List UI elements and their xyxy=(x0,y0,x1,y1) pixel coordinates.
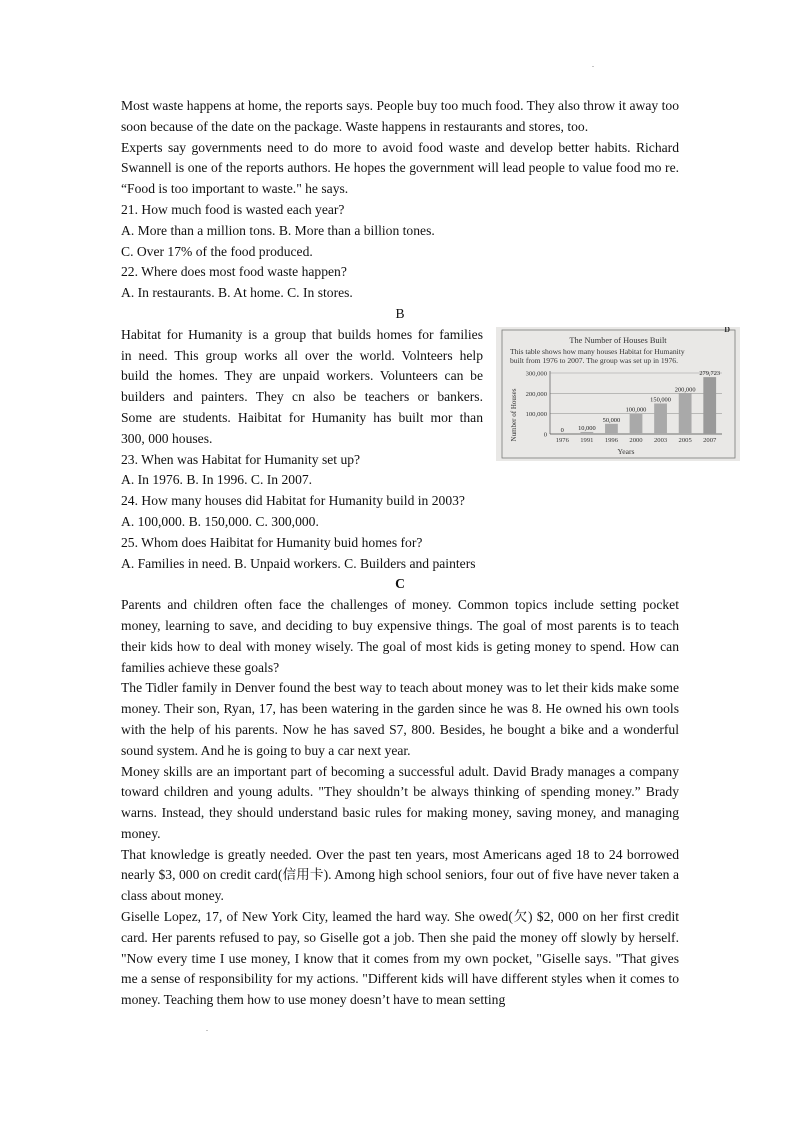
question-21: 21. How much food is wasted each year? xyxy=(121,201,345,217)
bar xyxy=(654,403,667,434)
bar xyxy=(703,377,716,434)
document-page xyxy=(121,96,730,1011)
paragraph: Money skills are an important part of becoming a successful adult. David Brady manages a company toward children and young adults. "They shouldn’t be always thinking of spending money.” Brady warns. Instead, they should understand basic rules for making money, saving money, and managing money. xyxy=(121,763,679,841)
question-22: 22. Where does most food waste happen? xyxy=(121,264,347,280)
paragraph: Most waste happens at home, the reports says. People buy too much food. They also throw it away too soon because of the date on the package. Waste happens in restaurants and stores, too. xyxy=(121,98,679,134)
paragraph-line: builders and painters. They cn also be teachers or bankers. xyxy=(121,389,483,405)
chart-subtitle-line-2: built from 1976 to 2007. The group was set up in 1976. xyxy=(510,355,678,365)
paragraph: The Tidler family in Denver found the best way to teach about money was to let their kids make some money. Their son, Ryan, 17, has been watering in the garden since he was 8. He owned his own tools with the help of his parents. Now he has saved S7, 800. Besides, he bought a bike and a wonderful sound system. And he is going to buy a car next year. xyxy=(121,680,679,758)
passage-a xyxy=(121,96,679,304)
bar xyxy=(679,393,692,434)
paragraph-line: Habitat for Humanity is a group that builds homes for families xyxy=(121,326,483,342)
chart-svg xyxy=(496,327,740,461)
paragraph: That knowledge is greatly needed. Over the past ten years, most Americans aged 18 to 24 borrowed nearly $3, 000 on credit card(信用卡). Among high school seniors, four out of five have never taken a class about money. xyxy=(121,846,679,904)
x-tick-label: 2000 xyxy=(629,436,643,444)
bar xyxy=(605,424,618,434)
passage-b xyxy=(121,325,730,575)
y-axis-label: Number of Houses xyxy=(510,388,518,442)
corner-label: D xyxy=(724,326,730,334)
header-mark: . xyxy=(592,60,594,69)
paragraph: Experts say governments need to do more to avoid food waste and develop better habits. Richard Swannell is one of the reports authors. He hopes the government will lead people to value food mo re. “Food is too important to waste." he says. xyxy=(121,139,679,197)
bar xyxy=(580,432,593,434)
paragraph-line: build the homes. They are unpaid workers. Volunteers can be xyxy=(121,368,483,384)
data-label: 0 xyxy=(560,426,564,434)
y-tick-label: 0 xyxy=(543,431,547,439)
question-21-option-c: C. Over 17% of the food produced. xyxy=(121,243,313,259)
data-label: 279,723 xyxy=(699,369,721,377)
question-24-options: A. 100,000. B. 150,000. C. 300,000. xyxy=(121,513,319,529)
x-tick-label: 1996 xyxy=(604,436,619,444)
footer-mark: . xyxy=(206,1024,208,1033)
data-label: 50,000 xyxy=(602,416,621,424)
section-letter-c: C xyxy=(395,576,405,592)
data-label: 100,000 xyxy=(625,406,647,414)
y-tick-label: 300,000 xyxy=(525,370,547,378)
x-tick-label: 1991 xyxy=(580,436,594,444)
question-25: 25. Whom does Haibitat for Humanity buid homes for? xyxy=(121,534,423,550)
question-22-options: A. In restaurants. B. At home. C. In stores. xyxy=(121,285,353,301)
section-letter-b: B xyxy=(395,305,405,321)
question-23-options: A. In 1976. B. In 1996. C. In 2007. xyxy=(121,472,313,488)
data-label: 10,000 xyxy=(578,424,596,432)
chart-subtitle-line-1: This table shows how many houses Habitat for Humanity xyxy=(510,346,685,356)
question-23: 23. When was Habitat for Humanity set up? xyxy=(121,451,361,467)
chart-title: The Number of Houses Built xyxy=(569,335,667,345)
x-tick-label: 2003 xyxy=(653,436,668,444)
y-tick-label: 100,000 xyxy=(525,410,547,418)
question-24: 24. How many houses did Habitat for Humanity build in 2003? xyxy=(121,493,465,509)
data-label: 200,000 xyxy=(674,386,696,394)
paragraph-line: 300, 000 houses. xyxy=(121,430,213,446)
question-25-options: A. Families in need. B. Unpaid workers. C. Builders and painters xyxy=(121,555,476,571)
passage-b-text xyxy=(121,325,483,450)
y-tick-label: 200,000 xyxy=(525,390,547,398)
bar xyxy=(630,413,643,433)
paragraph-line: Some are students. Haibitat for Humanity has built mor than xyxy=(121,409,483,425)
question-21-options-ab: A. More than a million tons. B. More than a billion tones. xyxy=(121,222,435,238)
x-tick-label: 1976 xyxy=(555,436,569,444)
x-tick-label: 2005 xyxy=(678,436,692,444)
houses-built-chart xyxy=(496,327,740,461)
paragraph-line: in need. This group works all over the world. Volnteers help xyxy=(121,347,483,363)
paragraph: Giselle Lopez, 17, of New York City, leamed the hard way. She owed(欠) $2, 000 on her first credit card. Her parents refused to pay, so Giselle got a job. Then she paid the money off slowly by herself. "Now every time I use money, I know that it comes from my own pocket, "Giselle says. "That gives me a sense of responsibility for my actions. "Different kids will have different styles when it comes to money. Teaching them how to use money doesn’t have to mean setting xyxy=(121,909,679,1008)
data-label: 150,000 xyxy=(650,396,671,404)
x-axis-label: Years xyxy=(617,446,635,456)
passage-c xyxy=(121,595,679,1011)
x-tick-label: 2007 xyxy=(703,436,717,444)
paragraph: Parents and children often face the challenges of money. Common topics include setting pocket money, learning to save, and deciding to buy expensive things. The goal of most parents is to teach their kids how to deal with money wisely. The goal of most kids is geting money to spend. How can families achieve these goals? xyxy=(121,597,679,675)
